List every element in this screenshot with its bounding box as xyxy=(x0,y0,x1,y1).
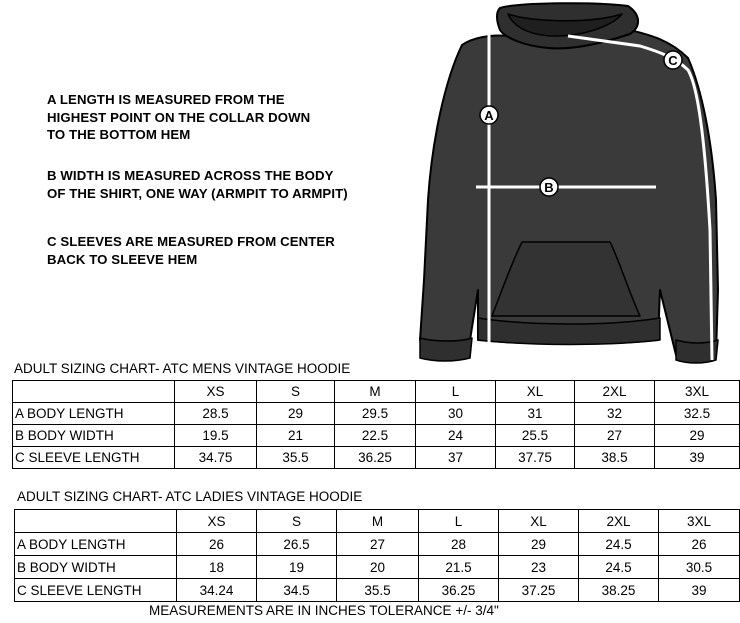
instruction-line: OF THE SHIRT, ONE WAY (ARMPIT TO ARMPIT) xyxy=(47,185,348,201)
table-cell: 24.5 xyxy=(579,533,659,556)
measurement-note: MEASUREMENTS ARE IN INCHES TOLERANCE +/- 3/4" xyxy=(149,603,499,618)
table-cell: 26 xyxy=(177,533,257,556)
left-cuff xyxy=(420,338,472,361)
table-cell: 21 xyxy=(257,425,335,447)
size-header: L xyxy=(419,510,499,533)
instruction-sleeve xyxy=(47,233,335,268)
table-cell: 30.5 xyxy=(659,556,740,579)
row-label: C SLEEVE LENGTH xyxy=(13,447,175,469)
row-label: A BODY LENGTH xyxy=(15,533,177,556)
mens-chart-title: ADULT SIZING CHART- ATC MENS VINTAGE HOODIE xyxy=(14,361,351,376)
table-cell: 21.5 xyxy=(419,556,499,579)
hoodie-diagram xyxy=(405,0,735,368)
instruction-line: A LENGTH IS MEASURED FROM THE xyxy=(47,92,285,107)
table-cell: 34.5 xyxy=(257,579,337,602)
size-header: XL xyxy=(496,381,575,403)
table-cell: 29 xyxy=(499,533,579,556)
size-header: M xyxy=(337,510,419,533)
table-cell: 26.5 xyxy=(257,533,337,556)
instruction-line: BACK TO SLEEVE HEM xyxy=(47,251,198,267)
instruction-line: B WIDTH IS MEASURED ACROSS THE BODY xyxy=(47,168,334,183)
table-row xyxy=(15,556,740,579)
instruction-line: C SLEEVES ARE MEASURED FROM CENTER xyxy=(47,234,335,249)
table-cell: 35.5 xyxy=(257,447,335,469)
table-cell: 24 xyxy=(416,425,496,447)
size-header: S xyxy=(257,510,337,533)
table-cell: 27 xyxy=(337,533,419,556)
table-cell: 37 xyxy=(416,447,496,469)
ladies-chart-title: ADULT SIZING CHART- ATC LADIES VINTAGE HOODIE xyxy=(17,489,363,504)
size-header: S xyxy=(257,381,335,403)
table-cell: 39 xyxy=(659,579,740,602)
table-header-row xyxy=(15,510,740,533)
table-cell: 36.25 xyxy=(335,447,416,469)
table-cell: 27 xyxy=(575,425,655,447)
table-cell: 20 xyxy=(337,556,419,579)
table-row xyxy=(13,403,740,425)
table-row xyxy=(13,447,740,469)
table-cell: 37.75 xyxy=(496,447,575,469)
marker-a-label: A xyxy=(484,108,494,123)
row-label: B BODY WIDTH xyxy=(15,556,177,579)
size-header: 3XL xyxy=(655,381,740,403)
instruction-line: HIGHEST POINT ON THE COLLAR DOWN xyxy=(47,109,311,125)
size-header: L xyxy=(416,381,496,403)
marker-c-label: C xyxy=(668,53,678,68)
table-cell: 32 xyxy=(575,403,655,425)
instruction-width xyxy=(47,167,348,202)
table-cell: 26 xyxy=(659,533,740,556)
table-row xyxy=(15,579,740,602)
table-row xyxy=(15,533,740,556)
table-cell: 36.25 xyxy=(419,579,499,602)
size-header: XL xyxy=(499,510,579,533)
size-header: 3XL xyxy=(659,510,740,533)
table-cell: 19.5 xyxy=(175,425,257,447)
ladies-size-table xyxy=(14,509,740,602)
instruction-line: TO THE BOTTOM HEM xyxy=(47,127,191,142)
size-header: XS xyxy=(175,381,257,403)
table-cell: 25.5 xyxy=(496,425,575,447)
header-cell-blank xyxy=(15,510,177,533)
size-header: 2XL xyxy=(575,381,655,403)
table-cell: 29 xyxy=(655,425,740,447)
table-cell: 38.25 xyxy=(579,579,659,602)
table-cell: 19 xyxy=(257,556,337,579)
marker-b-label: B xyxy=(544,180,554,195)
row-label: B BODY WIDTH xyxy=(13,425,175,447)
table-cell: 29.5 xyxy=(335,403,416,425)
table-cell: 37.25 xyxy=(499,579,579,602)
size-header: M xyxy=(335,381,416,403)
size-header: XS xyxy=(177,510,257,533)
header-cell-blank xyxy=(13,381,175,403)
row-label: A BODY LENGTH xyxy=(13,403,175,425)
table-cell: 18 xyxy=(177,556,257,579)
table-cell: 34.75 xyxy=(175,447,257,469)
table-row xyxy=(13,425,740,447)
table-cell: 32.5 xyxy=(655,403,740,425)
table-cell: 38.5 xyxy=(575,447,655,469)
instruction-length xyxy=(47,91,310,144)
table-cell: 23 xyxy=(499,556,579,579)
mens-size-table xyxy=(12,380,740,469)
table-cell: 22.5 xyxy=(335,425,416,447)
table-cell: 31 xyxy=(496,403,575,425)
row-label: C SLEEVE LENGTH xyxy=(15,579,177,602)
table-cell: 28 xyxy=(419,533,499,556)
table-cell: 30 xyxy=(416,403,496,425)
size-header: 2XL xyxy=(579,510,659,533)
table-cell: 35.5 xyxy=(337,579,419,602)
table-cell: 28.5 xyxy=(175,403,257,425)
table-header-row xyxy=(13,381,740,403)
table-cell: 24.5 xyxy=(579,556,659,579)
table-cell: 29 xyxy=(257,403,335,425)
table-cell: 34.24 xyxy=(177,579,257,602)
table-cell: 39 xyxy=(655,447,740,469)
